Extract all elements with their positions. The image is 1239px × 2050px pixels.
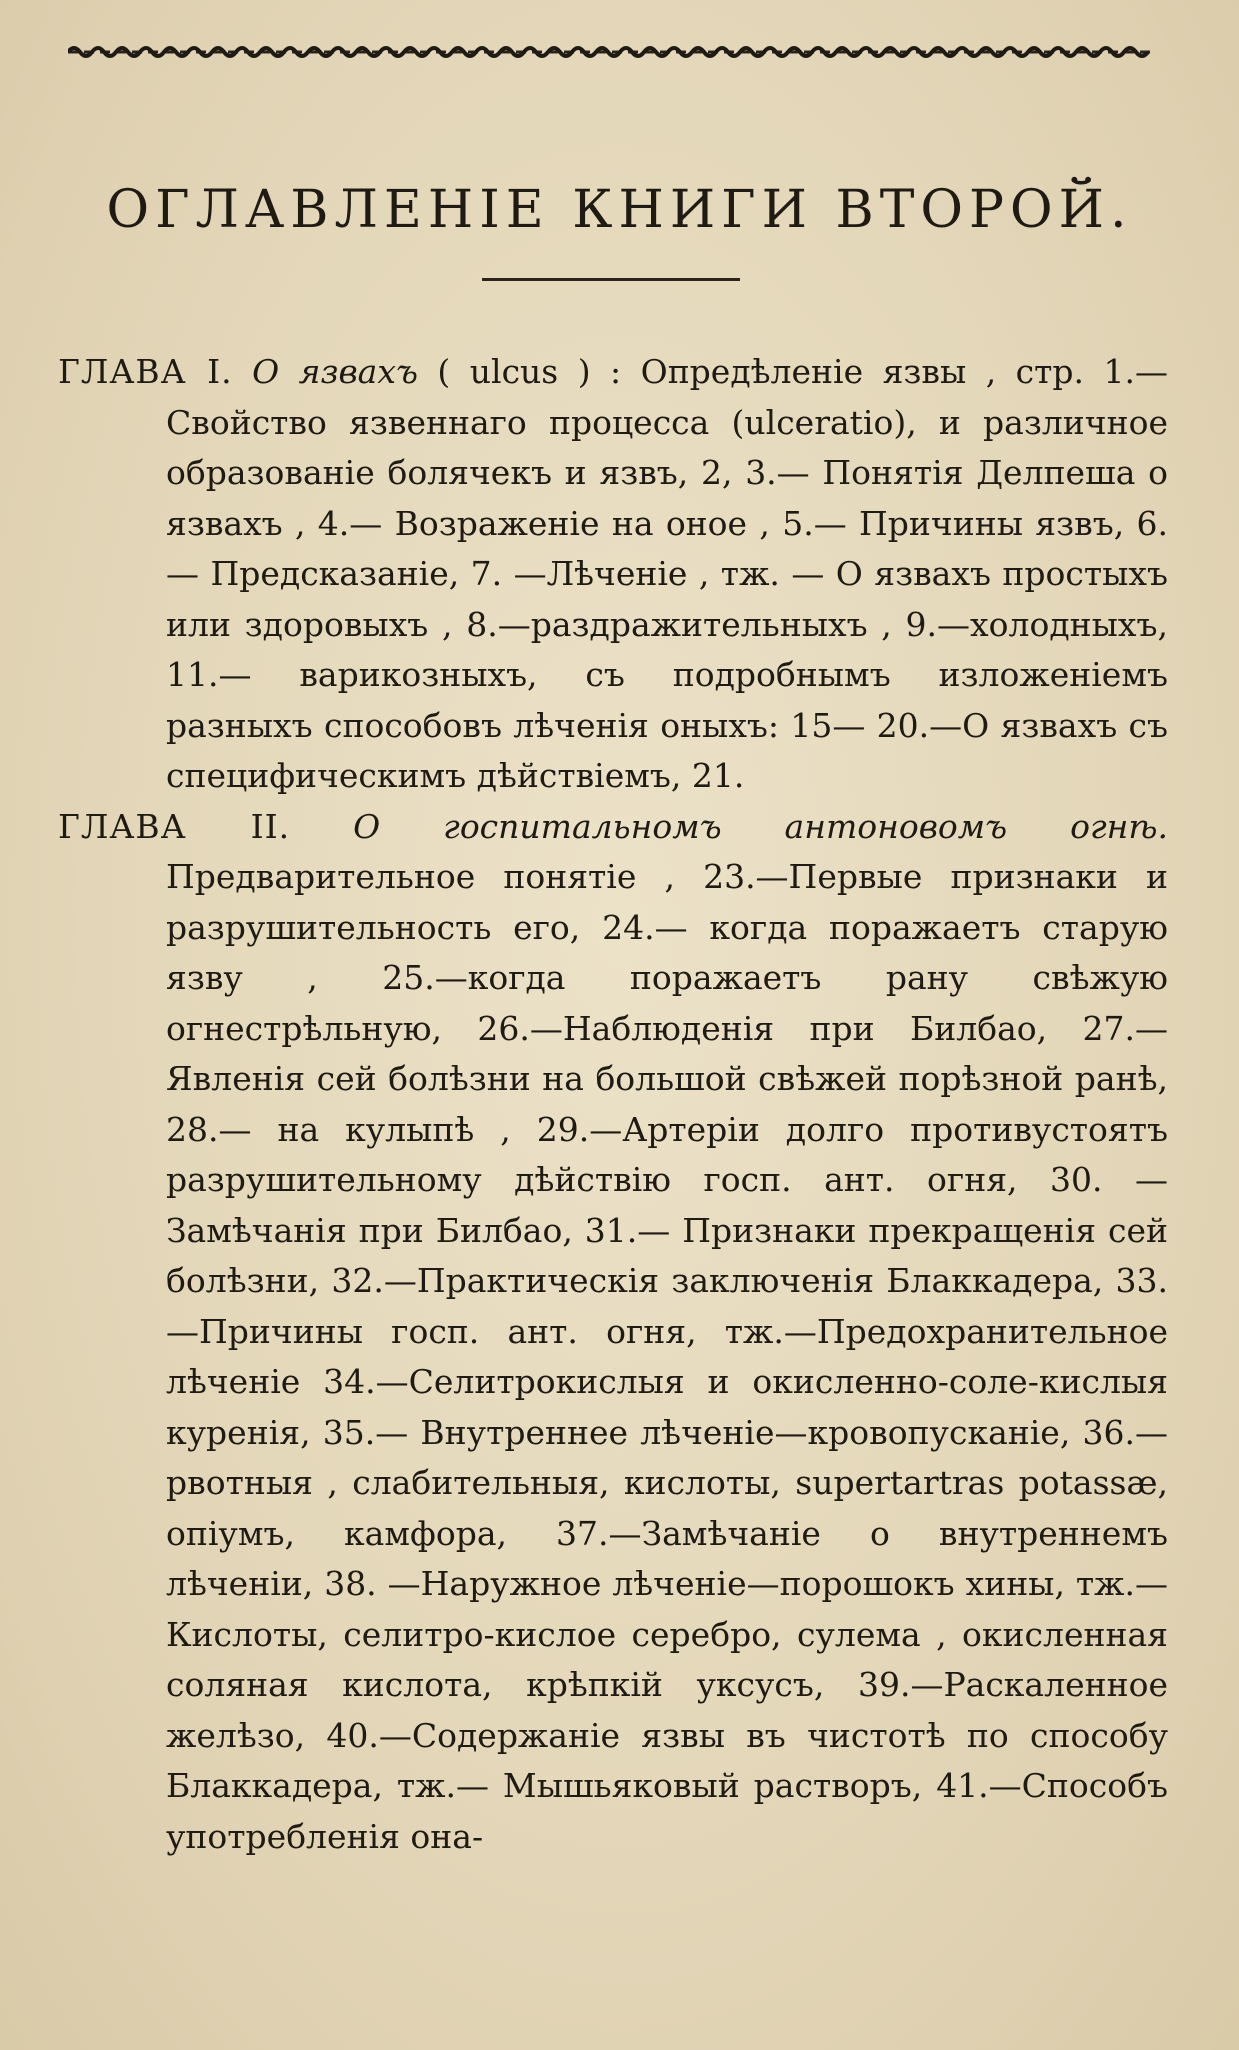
decorative-border-top — [68, 38, 1153, 66]
chapter-2-label: ГЛАВА II. — [58, 806, 291, 846]
chapter-2-contents: Предварительное понятіе , 23.—Первые признаки и разрушительность его, 24.— когда поражаетъ старую язву , 25.—когда поражаетъ рану свѣжую огнестрѣльную, 26.—Наблюденія при Билбао, 27.—Явленія сей болѣзни на большой свѣжей порѣзной ранѣ, 28.— на кулыпѣ , 29.—Артеріи долго противустоятъ разрушительному дѣйствію госп. ант. огня, 30. — Замѣчанія при Билбао, 31.— Признаки прекращенія сей болѣзни, 32.—Практическія заключенія Блаккадера, 33.—Причины госп. ант. огня, тж.—Предохранительное лѣченіе 34.—Селитрокислыя и окисленно-соле-кислыя куренія, 35.— Внутреннее лѣченіе—кровопусканіе, 36.—рвотныя , слабительныя, кислоты, supertartras potassæ, опіумъ, камфора, 37.—Замѣчаніе о внутреннемъ лѣченіи, 38. —Наружное лѣченіе—порошокъ хины, тж.—Кислоты, селитро-кислое серебро, сулема , окисленная соляная кислота, крѣпкій уксусъ, 39.—Раскаленное желѣзо, 40.—Содержаніе язвы въ чистотѣ по способу Блаккадера, тж.— Мышьяковый растворъ, 41.—Способъ употребленія она- — [166, 857, 1168, 1856]
table-of-contents — [58, 347, 1168, 1862]
chapter-1-contents: ( ulcus ) : Опредѣленіе язвы , стр. 1.—Свойство язвеннаго процесса (ulceratio), и различное образованіе болячекъ и язвъ, 2, 3.— Понятія Делпеша о язвахъ , 4.— Возраженіе на оное , 5.— Причины язвъ, 6.— Предсказаніе, 7. —Лѣченіе , тж. — О язвахъ простыхъ или здоровыхъ , 8.—раздражительныхъ , 9.—холодныхъ, 11.— варикозныхъ, съ подробнымъ изложеніемъ разныхъ способовъ лѣченія оныхъ: 15— 20.—О язвахъ съ специфическимъ дѣйствіемъ, 21. — [166, 352, 1168, 795]
chapter-entry-2 — [58, 802, 1168, 1863]
chapter-2-title: О госпитальномъ антоновомъ огнѣ. — [353, 806, 1168, 846]
chapter-1-title: О язвахъ — [252, 352, 418, 391]
page-title: ОГЛАВЛЕНІЕ КНИГИ ВТОРОЙ. — [106, 180, 1133, 240]
title-underline — [482, 278, 740, 281]
chapter-entry-1 — [58, 347, 1168, 802]
chapter-1-label: ГЛАВА I. — [58, 352, 233, 391]
